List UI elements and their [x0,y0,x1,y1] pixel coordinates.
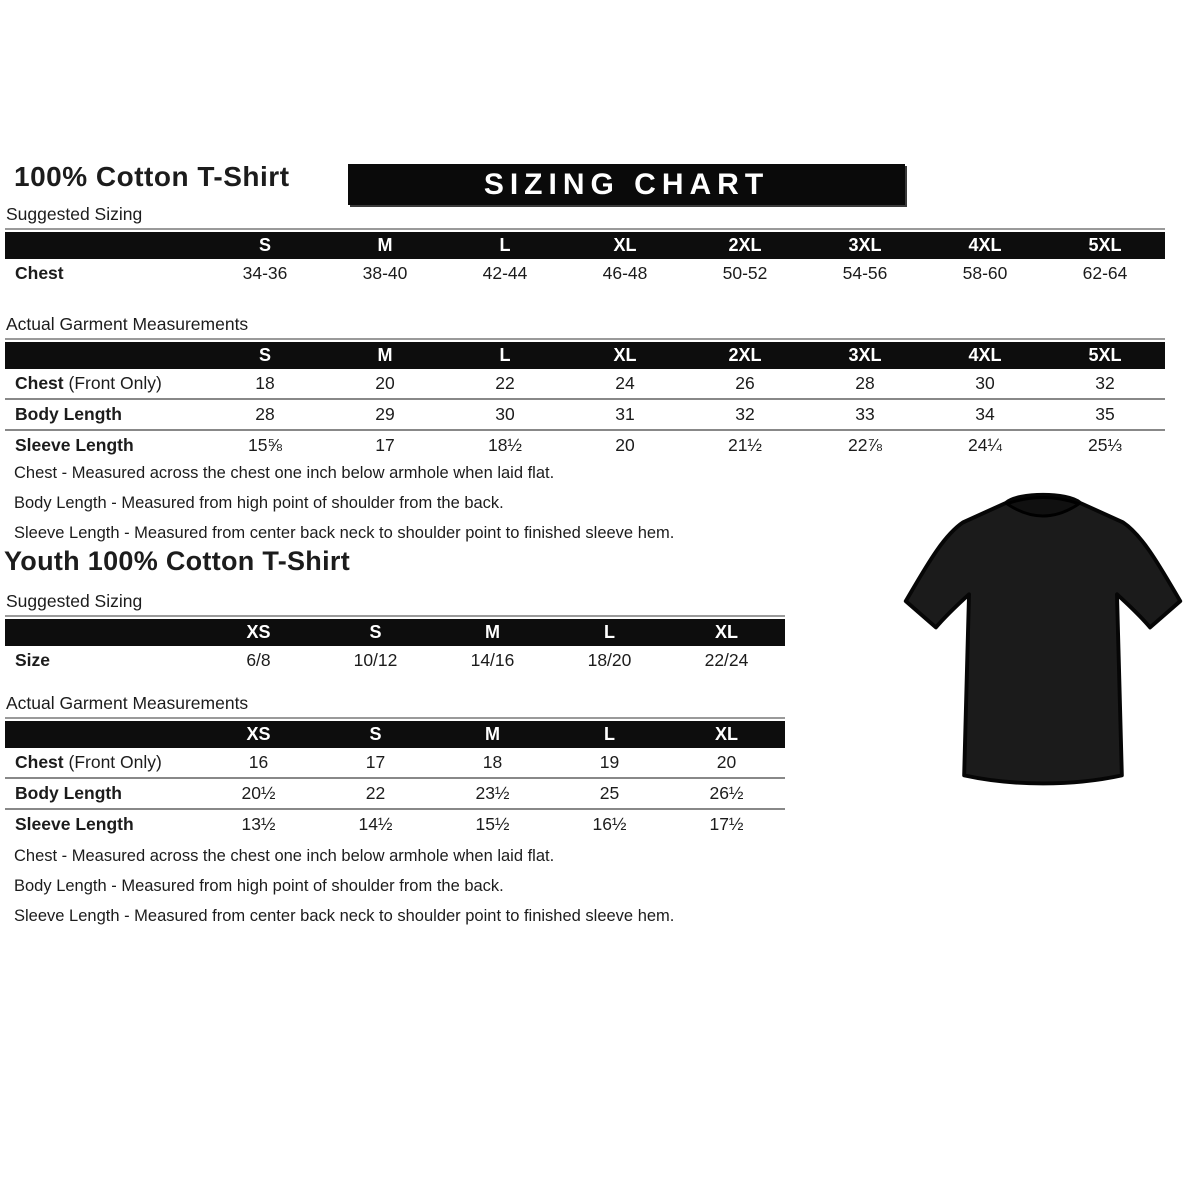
row-label: Chest (Front Only) [15,373,162,393]
cell: 38-40 [362,263,408,283]
column-header-s: S [369,724,382,744]
row-label: Chest (Front Only) [15,752,162,772]
note-chest: Chest - Measured across the chest one inch below armhole when laid flat. [14,464,555,482]
cell: 20 [615,435,635,455]
adult-actual-section [5,314,1165,460]
youth-actual-section [5,693,785,839]
cell: 24 [615,373,635,393]
cell: 18 [482,752,503,772]
column-header-xs: XS [246,622,271,642]
note-chest: Chest - Measured across the chest one inch below armhole when laid flat. [14,847,555,865]
column-header-l: L [499,345,511,365]
column-header-3xl: 3XL [848,235,882,255]
cell: 20 [375,373,395,393]
cell: 32 [735,404,755,424]
column-header-2xl: 2XL [728,345,762,365]
cell: 18/20 [587,650,632,670]
section-label: Actual Garment Measurements [5,693,785,719]
row-label: Body Length [15,404,122,424]
column-header-l: L [604,622,615,642]
cell: 25⅓ [1087,435,1123,455]
column-header-3xl: 3XL [848,345,882,365]
cell: 34 [975,404,995,424]
cell: 46-48 [602,263,648,283]
youth-actual-table [5,721,785,839]
cell: 28 [855,373,875,393]
cell: 13½ [241,814,276,834]
cell: 23½ [475,783,510,803]
table-row [5,646,785,675]
note-sleeve-length: Sleeve Length - Measured from center back neck to shoulder point to finished sleeve hem. [14,524,675,542]
column-header-xl: XL [613,345,637,365]
cell: 24¼ [967,435,1003,455]
table-header-row [5,619,785,646]
youth-page-title: Youth 100% Cotton T-Shirt [4,546,350,576]
cell: 14/16 [470,650,515,670]
section-label: Suggested Sizing [5,204,1165,230]
table-row [5,259,1165,288]
table-row [5,429,1165,460]
cell: 10/12 [353,650,398,670]
cell: 30 [495,404,515,424]
adult-suggested-section [5,204,1165,288]
row-label: Body Length [15,783,122,803]
column-header-s: S [369,622,382,642]
tshirt-image [897,474,1189,812]
column-header-2xl: 2XL [728,235,762,255]
cell: 22 [495,373,515,393]
cell: 6/8 [246,650,271,670]
cell: 32 [1095,373,1115,393]
column-header-l: L [499,235,511,255]
cell: 18 [255,373,275,393]
cell: 34-36 [242,263,288,283]
column-header-l: L [604,724,615,744]
row-label: Size [15,650,51,670]
cell: 14½ [358,814,393,834]
column-header-xs: XS [246,724,271,744]
cell: 22 [365,783,386,803]
cell: 31 [615,404,635,424]
section-label: Actual Garment Measurements [5,314,1165,340]
column-header-s: S [258,235,271,255]
cell: 33 [855,404,875,424]
youth-suggested-table [5,619,785,675]
cell: 21½ [727,435,763,455]
cell: 54-56 [842,263,888,283]
cell: 58-60 [962,263,1008,283]
cell: 22⅞ [847,435,883,455]
cell: 17 [375,435,395,455]
table-row [5,369,1165,398]
cell: 15⅝ [247,435,283,455]
cell: 29 [375,404,395,424]
column-header-m: M [485,724,500,744]
cell: 18½ [487,435,523,455]
cell: 26 [735,373,755,393]
column-header-5xl: 5XL [1088,345,1122,365]
column-header-4xl: 4XL [968,235,1002,255]
row-label: Sleeve Length [15,435,134,455]
adult-actual-table [5,342,1165,460]
cell: 20½ [241,783,276,803]
cell: 17 [365,752,386,772]
table-row [5,808,785,839]
column-header-m: M [377,345,393,365]
table-header-row [5,342,1165,369]
cell: 26½ [709,783,744,803]
cell: 50-52 [722,263,768,283]
cell: 28 [255,404,275,424]
adult-suggested-table [5,232,1165,288]
cell: 16 [248,752,269,772]
column-header-4xl: 4XL [968,345,1002,365]
section-label: Suggested Sizing [5,591,785,617]
cell: 17½ [709,814,744,834]
adult-notes [14,458,674,548]
tshirt-body [906,495,1180,784]
note-body-length: Body Length - Measured from high point of shoulder from the back. [14,494,504,512]
youth-suggested-section [5,591,785,675]
column-header-xl: XL [714,724,738,744]
column-header-xl: XL [613,235,637,255]
table-header-row [5,721,785,748]
cell: 62-64 [1082,263,1128,283]
column-header-xl: XL [714,622,738,642]
column-header-m: M [485,622,500,642]
cell: 15½ [475,814,510,834]
table-row [5,777,785,808]
row-label: Chest [15,263,64,283]
cell: 22/24 [704,650,749,670]
table-row [5,748,785,777]
cell: 35 [1095,404,1115,424]
column-header-m: M [377,235,393,255]
youth-notes [14,841,674,931]
table-row [5,398,1165,429]
cell: 19 [599,752,620,772]
cell: 25 [599,783,620,803]
column-header-5xl: 5XL [1088,235,1122,255]
cell: 30 [975,373,995,393]
sizing-chart-banner: SIZING CHART [348,164,905,205]
cell: 16½ [592,814,627,834]
column-header-s: S [258,345,271,365]
note-body-length: Body Length - Measured from high point of shoulder from the back. [14,877,504,895]
cell: 20 [716,752,737,772]
cell: 42-44 [482,263,528,283]
row-label: Sleeve Length [15,814,134,834]
page-title: 100% Cotton T-Shirt [14,161,290,192]
note-sleeve-length: Sleeve Length - Measured from center back neck to shoulder point to finished sleeve hem. [14,907,675,925]
table-header-row [5,232,1165,259]
